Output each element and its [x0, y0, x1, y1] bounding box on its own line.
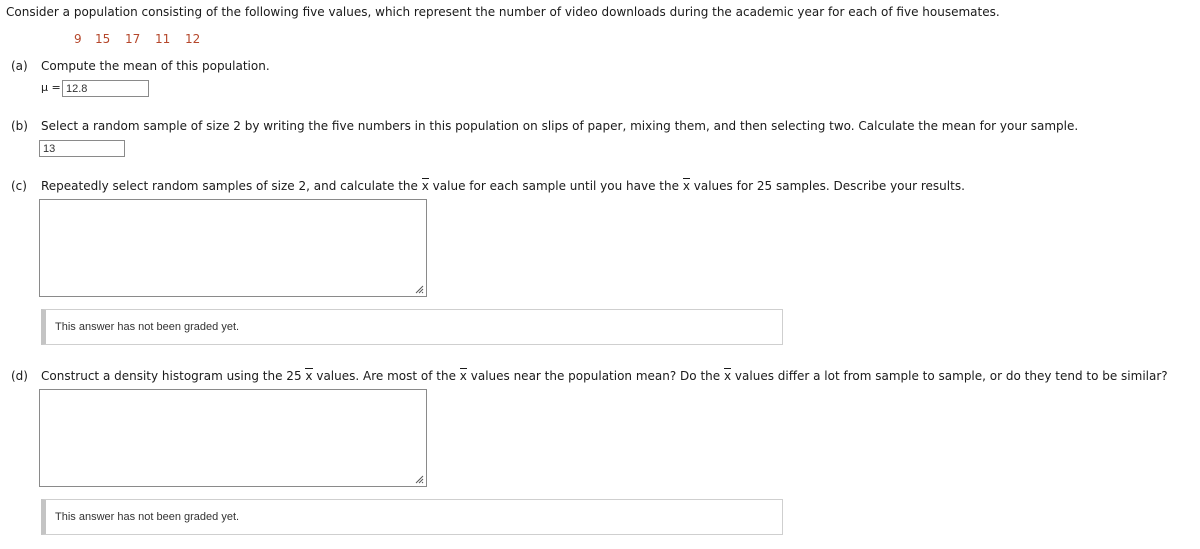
part-d-letter: (d) — [11, 369, 28, 383]
part-a-prompt: Compute the mean of this population. — [41, 59, 270, 73]
part-d-prompt-3: values near the population mean? Do the — [470, 369, 721, 383]
part-d-prompt-4: values differ a lot from sample to sample, or do they tend to be similar? — [734, 369, 1168, 383]
part-c-question — [11, 179, 965, 193]
x-bar-symbol: x — [421, 179, 429, 193]
population-value: 11 — [155, 32, 171, 46]
resize-grip-icon[interactable] — [415, 475, 424, 484]
describe-results-textarea[interactable] — [39, 199, 427, 297]
part-c-letter: (c) — [11, 179, 27, 193]
part-b-prompt: Select a random sample of size 2 by writing the five numbers in this population on slips of paper, mixing them, and then selecting two. Calculate the mean for your sample. — [41, 119, 1079, 133]
part-d-prompt-1: Construct a density histogram using the 25 — [41, 369, 302, 383]
part-c-prompt-2: value for each sample until you have the — [432, 179, 679, 193]
x-bar-symbol: x — [459, 369, 467, 383]
mu-label: μ = — [41, 81, 61, 94]
population-value: 12 — [185, 32, 201, 46]
part-c-prompt-1: Repeatedly select random samples of size 2, and calculate the — [41, 179, 418, 193]
histogram-response-textarea[interactable] — [39, 389, 427, 487]
part-a-question — [11, 59, 270, 73]
resize-grip-icon[interactable] — [415, 285, 424, 294]
grade-notice: This answer has not been graded yet. — [41, 499, 783, 535]
population-value: 9 — [74, 32, 82, 46]
x-bar-symbol: x — [723, 369, 732, 383]
x-bar-symbol: x — [682, 179, 690, 193]
population-value: 17 — [125, 32, 141, 46]
part-b-letter: (b) — [11, 119, 28, 133]
part-d-question — [11, 369, 1168, 383]
x-bar-symbol: x — [305, 369, 313, 383]
part-c-prompt-3: values for 25 samples. Describe your results. — [693, 179, 965, 193]
mean-answer-field[interactable]: 12.8 — [62, 80, 149, 97]
intro-text: Consider a population consisting of the following five values, which represent the number of video downloads during the academic year for each of five housemates. — [6, 5, 1000, 19]
population-value: 15 — [95, 32, 111, 46]
part-a-letter: (a) — [11, 59, 28, 73]
sample-mean-field[interactable]: 13 — [39, 140, 125, 157]
grade-notice: This answer has not been graded yet. — [41, 309, 783, 345]
part-d-prompt-2: values. Are most of the — [316, 369, 456, 383]
part-b-question — [11, 119, 1078, 133]
